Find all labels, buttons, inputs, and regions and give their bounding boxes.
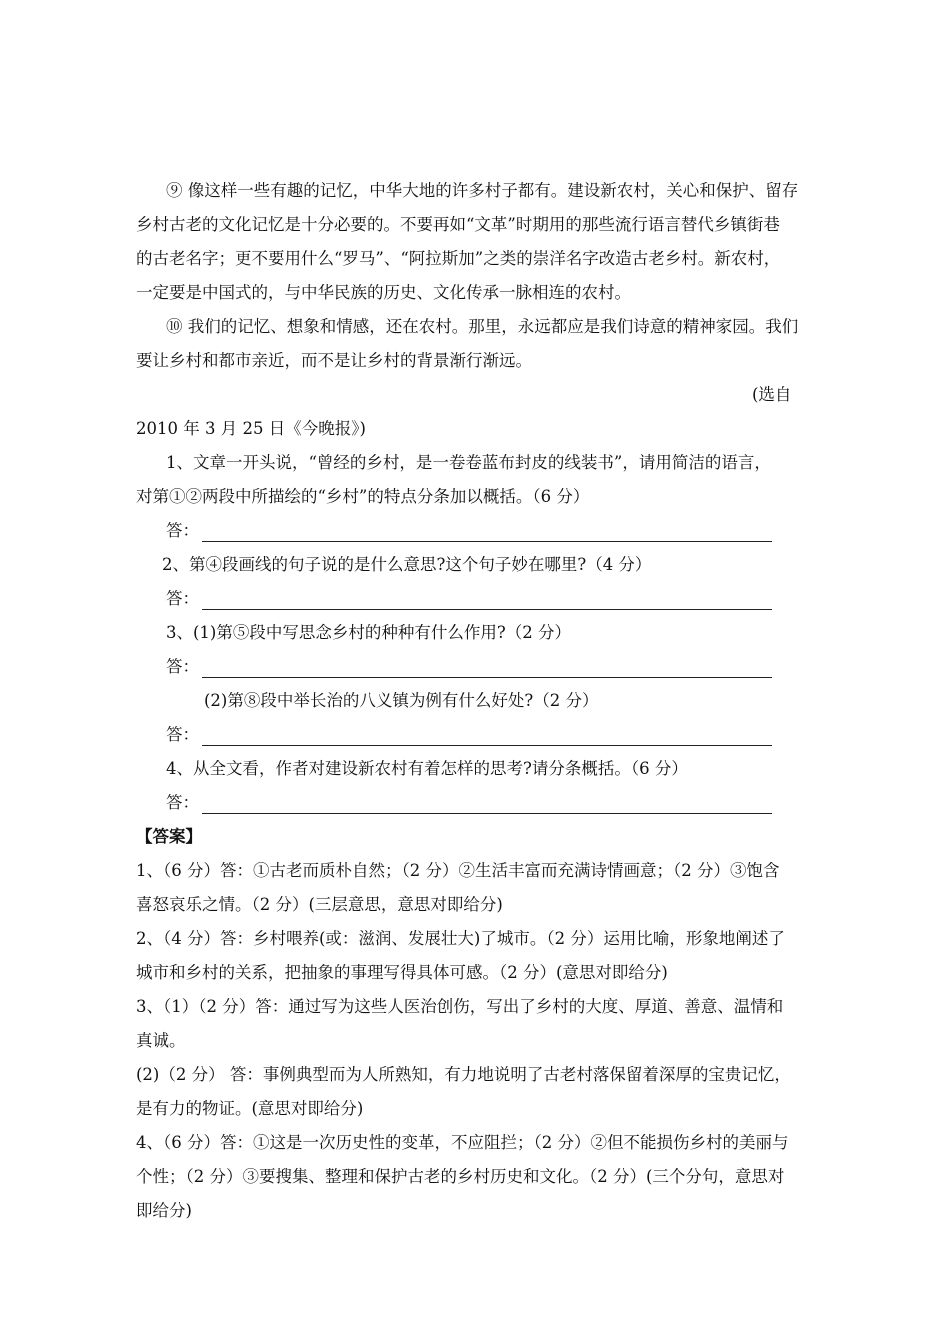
answer-label-4: 答： — [166, 793, 199, 812]
answer-label-3b: 答： — [166, 725, 199, 744]
source-citation-2: 2010 年 3 月 25 日《今晚报》) — [136, 419, 366, 438]
question-3-part-2: (2)第⑧段中举长治的八义镇为例有什么好处?（2 分） — [204, 691, 599, 710]
source-citation-1: (选自 — [752, 385, 792, 404]
answer-3-1-line-2: 真诚。 — [136, 1031, 186, 1050]
answer-4-line-1: 4、（6 分）答：①这是一次历史性的变革，不应阻拦；（2 分）②但不能损伤乡村的美丽与 — [136, 1133, 789, 1152]
paragraph-9-line-3: 的古老名字；更不要用什么“罗马”、“阿拉斯加”之类的崇洋名字改造古老乡村。新农村， — [136, 249, 781, 268]
answer-label-2: 答： — [166, 589, 199, 608]
question-2: 2、第④段画线的句子说的是什么意思?这个句子妙在哪里?（4 分） — [162, 555, 652, 574]
question-3-part-1: 3、(1)第⑤段中写思念乡村的种种有什么作用?（2 分） — [166, 623, 571, 642]
question-4: 4、从全文看，作者对建设新农村有着怎样的思考?请分条概括。（6 分） — [166, 759, 688, 778]
answer-label-3a: 答： — [166, 657, 199, 676]
answer-blank-3b[interactable] — [202, 745, 772, 746]
question-1-line-2: 对第①②两段中所描绘的“乡村”的特点分条加以概括。（6 分） — [136, 487, 590, 506]
answer-2-line-2: 城市和乡村的关系，把抽象的事理写得具体可感。（2 分）(意思对即给分) — [136, 963, 668, 982]
answer-2-line-1: 2、（4 分）答：乡村喂养(或：滋润、发展壮大)了城市。（2 分）运用比喻，形象地阐述了 — [136, 929, 785, 948]
paragraph-9-line-1: ⑨ 像这样一些有趣的记忆，中华大地的许多村子都有。建设新农村，关心和保护、留存 — [166, 181, 799, 200]
question-1-line-1: 1、文章一开头说，“曾经的乡村，是一卷卷蓝布封皮的线装书”，请用简洁的语言， — [166, 453, 771, 472]
answer-3-2-line-1: (2)（2 分） 答：事例典型而为人所熟知，有力地说明了古老村落保留着深厚的宝贵记忆， — [136, 1065, 791, 1084]
answer-3-2-line-2: 是有力的物证。(意思对即给分) — [136, 1099, 364, 1118]
answers-header: 【答案】 — [136, 827, 202, 846]
answer-1-line-1: 1、（6 分）答：①古老而质朴自然；（2 分）②生活丰富而充满诗情画意；（2 分）③饱含 — [136, 861, 780, 880]
paragraph-10-line-1: ⑩ 我们的记忆、想象和情感，还在农村。那里，永远都应是我们诗意的精神家园。我们 — [166, 317, 799, 336]
answer-blank-4[interactable] — [202, 813, 772, 814]
answer-4-line-3: 即给分) — [136, 1201, 192, 1220]
paragraph-9-line-2: 乡村古老的文化记忆是十分必要的。不要再如“文革”时期用的那些流行语言替代乡镇街巷 — [136, 215, 780, 234]
answer-blank-2[interactable] — [202, 609, 772, 610]
answer-label-1: 答： — [166, 521, 199, 540]
answer-4-line-2: 个性；（2 分）③要搜集、整理和保护古老的乡村历史和文化。（2 分）(三个分句，意思对 — [136, 1167, 785, 1186]
answer-3-1-line-1: 3、（1）（2 分）答：通过写为这些人医治创伤，写出了乡村的大度、厚道、善意、温情和 — [136, 997, 784, 1016]
answer-blank-3a[interactable] — [202, 677, 772, 678]
paragraph-9-line-4: 一定要是中国式的，与中华民族的历史、文化传承一脉相连的农村。 — [136, 283, 631, 302]
paragraph-10-line-2: 要让乡村和都市亲近，而不是让乡村的背景渐行渐远。 — [136, 351, 532, 370]
answer-blank-1[interactable] — [202, 541, 772, 542]
answer-1-line-2: 喜怒哀乐之情。（2 分）(三层意思，意思对即给分) — [136, 895, 503, 914]
